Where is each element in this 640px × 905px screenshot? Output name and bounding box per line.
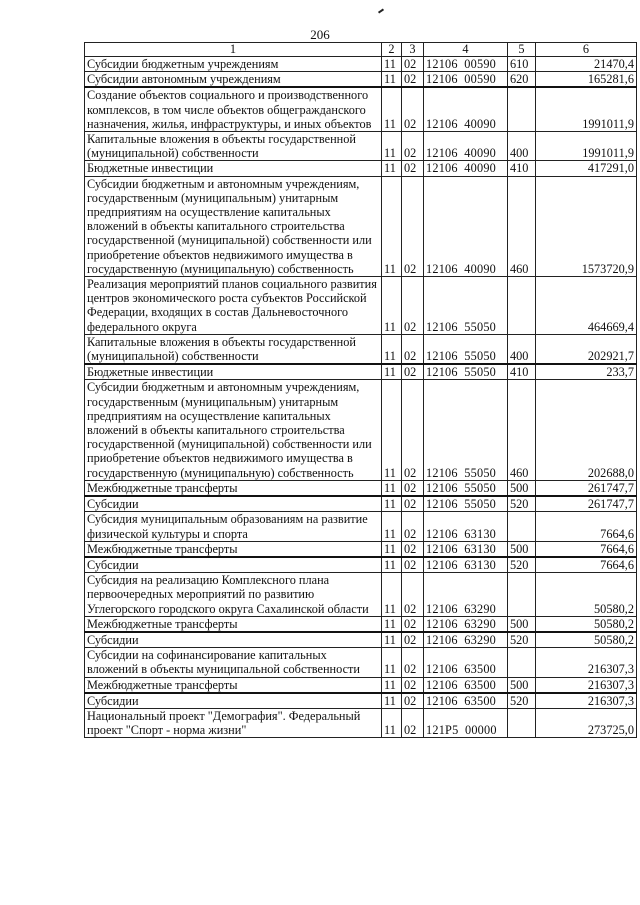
- row-amount: 1573720,9: [536, 176, 637, 276]
- row-expense-type: 460: [508, 380, 536, 480]
- row-section: 11: [382, 334, 402, 364]
- row-expense-type: [508, 573, 536, 617]
- row-amount: 273725,0: [536, 708, 637, 737]
- table-row: [85, 632, 637, 648]
- row-amount: 50580,2: [536, 616, 637, 632]
- row-expense-type: [508, 277, 536, 335]
- row-name: Национальный проект "Демография". Федеральный проект "Спорт - норма жизни": [85, 708, 382, 737]
- row-target-code: 12106 55050: [424, 380, 508, 480]
- row-amount: 7664,6: [536, 557, 637, 573]
- row-target-code: 12106 40090: [424, 87, 508, 131]
- row-subsection: 02: [402, 496, 424, 512]
- row-subsection: 02: [402, 480, 424, 496]
- header-col-3: 3: [402, 43, 424, 57]
- row-target-code: 12106 55050: [424, 496, 508, 512]
- table-row: [85, 512, 637, 541]
- row-amount: 50580,2: [536, 573, 637, 617]
- row-subsection: 02: [402, 132, 424, 161]
- header-col-6: 6: [536, 43, 637, 57]
- row-target-code: 12106 40090: [424, 176, 508, 276]
- row-section: 11: [382, 57, 402, 72]
- row-amount: 1991011,9: [536, 132, 637, 161]
- row-amount: 7664,6: [536, 512, 637, 541]
- table-row: [85, 541, 637, 557]
- row-section: 11: [382, 541, 402, 557]
- row-subsection: 02: [402, 72, 424, 88]
- row-name: Субсидии: [85, 693, 382, 709]
- row-expense-type: [508, 512, 536, 541]
- table-row: [85, 616, 637, 632]
- row-subsection: 02: [402, 632, 424, 648]
- row-name: Бюджетные инвестиции: [85, 364, 382, 380]
- row-target-code: 12106 63290: [424, 632, 508, 648]
- row-amount: 202688,0: [536, 380, 637, 480]
- row-target-code: 121P5 00000: [424, 708, 508, 737]
- row-name: Субсидии бюджетным и автономным учреждениям, государственным (муниципальным) унитарным предприятиям на осуществление капитальных вложений в объекты капитального строительства государственной (муниципальной) собственности или приобретение объектов недвижимого имущества в государственную (муниципальную) собственность: [85, 176, 382, 276]
- row-expense-type: 400: [508, 334, 536, 364]
- table-row: [85, 161, 637, 176]
- row-subsection: 02: [402, 87, 424, 131]
- table-row: [85, 496, 637, 512]
- row-expense-type: 500: [508, 677, 536, 693]
- row-name: Межбюджетные трансферты: [85, 677, 382, 693]
- row-name: Бюджетные инвестиции: [85, 161, 382, 176]
- row-subsection: 02: [402, 277, 424, 335]
- row-section: 11: [382, 87, 402, 131]
- row-section: 11: [382, 72, 402, 88]
- row-target-code: 12106 00590: [424, 72, 508, 88]
- row-section: 11: [382, 277, 402, 335]
- row-expense-type: 500: [508, 541, 536, 557]
- row-subsection: 02: [402, 380, 424, 480]
- row-name: Межбюджетные трансферты: [85, 541, 382, 557]
- row-expense-type: [508, 87, 536, 131]
- row-target-code: 12106 63130: [424, 512, 508, 541]
- header-col-4: 4: [424, 43, 508, 57]
- row-section: 11: [382, 512, 402, 541]
- row-subsection: 02: [402, 708, 424, 737]
- row-section: 11: [382, 480, 402, 496]
- row-subsection: 02: [402, 616, 424, 632]
- row-expense-type: 400: [508, 132, 536, 161]
- row-target-code: 12106 63130: [424, 557, 508, 573]
- row-expense-type: 610: [508, 57, 536, 72]
- table-row: [85, 364, 637, 380]
- table-row: [85, 573, 637, 617]
- row-section: 11: [382, 161, 402, 176]
- header-col-5: 5: [508, 43, 536, 57]
- row-name: Создание объектов социального и производственного комплексов, в том числе объектов общегражданского назначения, жилья, инфраструктуры, и иных объектов: [85, 87, 382, 131]
- row-expense-type: 500: [508, 616, 536, 632]
- row-expense-type: 460: [508, 176, 536, 276]
- row-section: 11: [382, 648, 402, 677]
- row-amount: 165281,6: [536, 72, 637, 88]
- row-expense-type: [508, 648, 536, 677]
- row-subsection: 02: [402, 176, 424, 276]
- row-target-code: 12106 55050: [424, 334, 508, 364]
- row-name: Субсидии бюджетным учреждениям: [85, 57, 382, 72]
- row-amount: 216307,3: [536, 677, 637, 693]
- table-row: [85, 176, 637, 276]
- row-subsection: 02: [402, 573, 424, 617]
- row-expense-type: 520: [508, 693, 536, 709]
- table-row: [85, 648, 637, 677]
- row-section: 11: [382, 364, 402, 380]
- row-name: Реализация мероприятий планов социального развития центров экономического роста субъектов Российской Федерации, входящих в состав Дальневосточного федерального округа: [85, 277, 382, 335]
- row-name: Субсидии на софинансирование капитальных вложений в объекты муниципальной собственности: [85, 648, 382, 677]
- table-row: [85, 557, 637, 573]
- table-row: [85, 480, 637, 496]
- row-target-code: 12106 55050: [424, 277, 508, 335]
- row-amount: 216307,3: [536, 648, 637, 677]
- row-section: 11: [382, 573, 402, 617]
- row-amount: 216307,3: [536, 693, 637, 709]
- row-target-code: 12106 40090: [424, 161, 508, 176]
- table-row: [85, 677, 637, 693]
- row-amount: 50580,2: [536, 632, 637, 648]
- row-name: Субсидия на реализацию Комплексного плана первоочередных мероприятий по развитию Углегорского городского округа Сахалинской области: [85, 573, 382, 617]
- row-name: Субсидии: [85, 496, 382, 512]
- row-amount: 21470,4: [536, 57, 637, 72]
- header-col-2: 2: [382, 43, 402, 57]
- header-row: [85, 43, 637, 57]
- row-target-code: 12106 40090: [424, 132, 508, 161]
- row-expense-type: [508, 708, 536, 737]
- row-subsection: 02: [402, 648, 424, 677]
- row-target-code: 12106 55050: [424, 480, 508, 496]
- row-subsection: 02: [402, 512, 424, 541]
- row-amount: 7664,6: [536, 541, 637, 557]
- row-section: 11: [382, 496, 402, 512]
- table-row: [85, 277, 637, 335]
- row-subsection: 02: [402, 541, 424, 557]
- row-expense-type: 410: [508, 364, 536, 380]
- row-target-code: 12106 63130: [424, 541, 508, 557]
- page-number: 206: [310, 27, 330, 42]
- row-target-code: 12106 63290: [424, 616, 508, 632]
- row-name: Межбюджетные трансферты: [85, 616, 382, 632]
- row-name: Капитальные вложения в объекты государственной (муниципальной) собственности: [85, 132, 382, 161]
- budget-table: [84, 42, 637, 738]
- table-row: [85, 72, 637, 88]
- row-expense-type: 520: [508, 557, 536, 573]
- row-subsection: 02: [402, 557, 424, 573]
- row-section: 11: [382, 176, 402, 276]
- row-subsection: 02: [402, 57, 424, 72]
- row-expense-type: 500: [508, 480, 536, 496]
- row-section: 11: [382, 557, 402, 573]
- row-name: Субсидии: [85, 632, 382, 648]
- row-subsection: 02: [402, 334, 424, 364]
- row-expense-type: 410: [508, 161, 536, 176]
- table-row: [85, 693, 637, 709]
- row-name: Субсидии: [85, 557, 382, 573]
- row-amount: 261747,7: [536, 496, 637, 512]
- row-amount: 417291,0: [536, 161, 637, 176]
- row-target-code: 12106 63500: [424, 677, 508, 693]
- row-section: 11: [382, 380, 402, 480]
- pen-mark: [378, 8, 384, 13]
- row-target-code: 12106 63500: [424, 693, 508, 709]
- row-subsection: 02: [402, 693, 424, 709]
- row-amount: 261747,7: [536, 480, 637, 496]
- row-section: 11: [382, 708, 402, 737]
- row-target-code: 12106 63500: [424, 648, 508, 677]
- row-amount: 202921,7: [536, 334, 637, 364]
- row-amount: 464669,4: [536, 277, 637, 335]
- row-section: 11: [382, 616, 402, 632]
- row-name: Субсидия муниципальным образованиям на развитие физической культуры и спорта: [85, 512, 382, 541]
- table-row: [85, 334, 637, 364]
- row-name: Межбюджетные трансферты: [85, 480, 382, 496]
- table-row: [85, 708, 637, 737]
- row-subsection: 02: [402, 364, 424, 380]
- row-name: Субсидии бюджетным и автономным учреждениям, государственным (муниципальным) унитарным предприятиям на осуществление капитальных вложений в объекты капитального строительства государственной (муниципальной) собственности или приобретение объектов недвижимого имущества в государственную (муниципальную) собственность: [85, 380, 382, 480]
- table-row: [85, 380, 637, 480]
- row-section: 11: [382, 693, 402, 709]
- row-expense-type: 520: [508, 632, 536, 648]
- row-subsection: 02: [402, 161, 424, 176]
- header-col-1: 1: [85, 43, 382, 57]
- row-amount: 1991011,9: [536, 87, 637, 131]
- row-subsection: 02: [402, 677, 424, 693]
- row-name: Капитальные вложения в объекты государственной (муниципальной) собственности: [85, 334, 382, 364]
- row-section: 11: [382, 132, 402, 161]
- table-row: [85, 87, 637, 131]
- row-amount: 233,7: [536, 364, 637, 380]
- row-name: Субсидии автономным учреждениям: [85, 72, 382, 88]
- table-row: [85, 57, 637, 72]
- row-section: 11: [382, 677, 402, 693]
- row-target-code: 12106 63290: [424, 573, 508, 617]
- row-expense-type: 620: [508, 72, 536, 88]
- row-section: 11: [382, 632, 402, 648]
- table-row: [85, 132, 637, 161]
- row-target-code: 12106 55050: [424, 364, 508, 380]
- row-target-code: 12106 00590: [424, 57, 508, 72]
- row-expense-type: 520: [508, 496, 536, 512]
